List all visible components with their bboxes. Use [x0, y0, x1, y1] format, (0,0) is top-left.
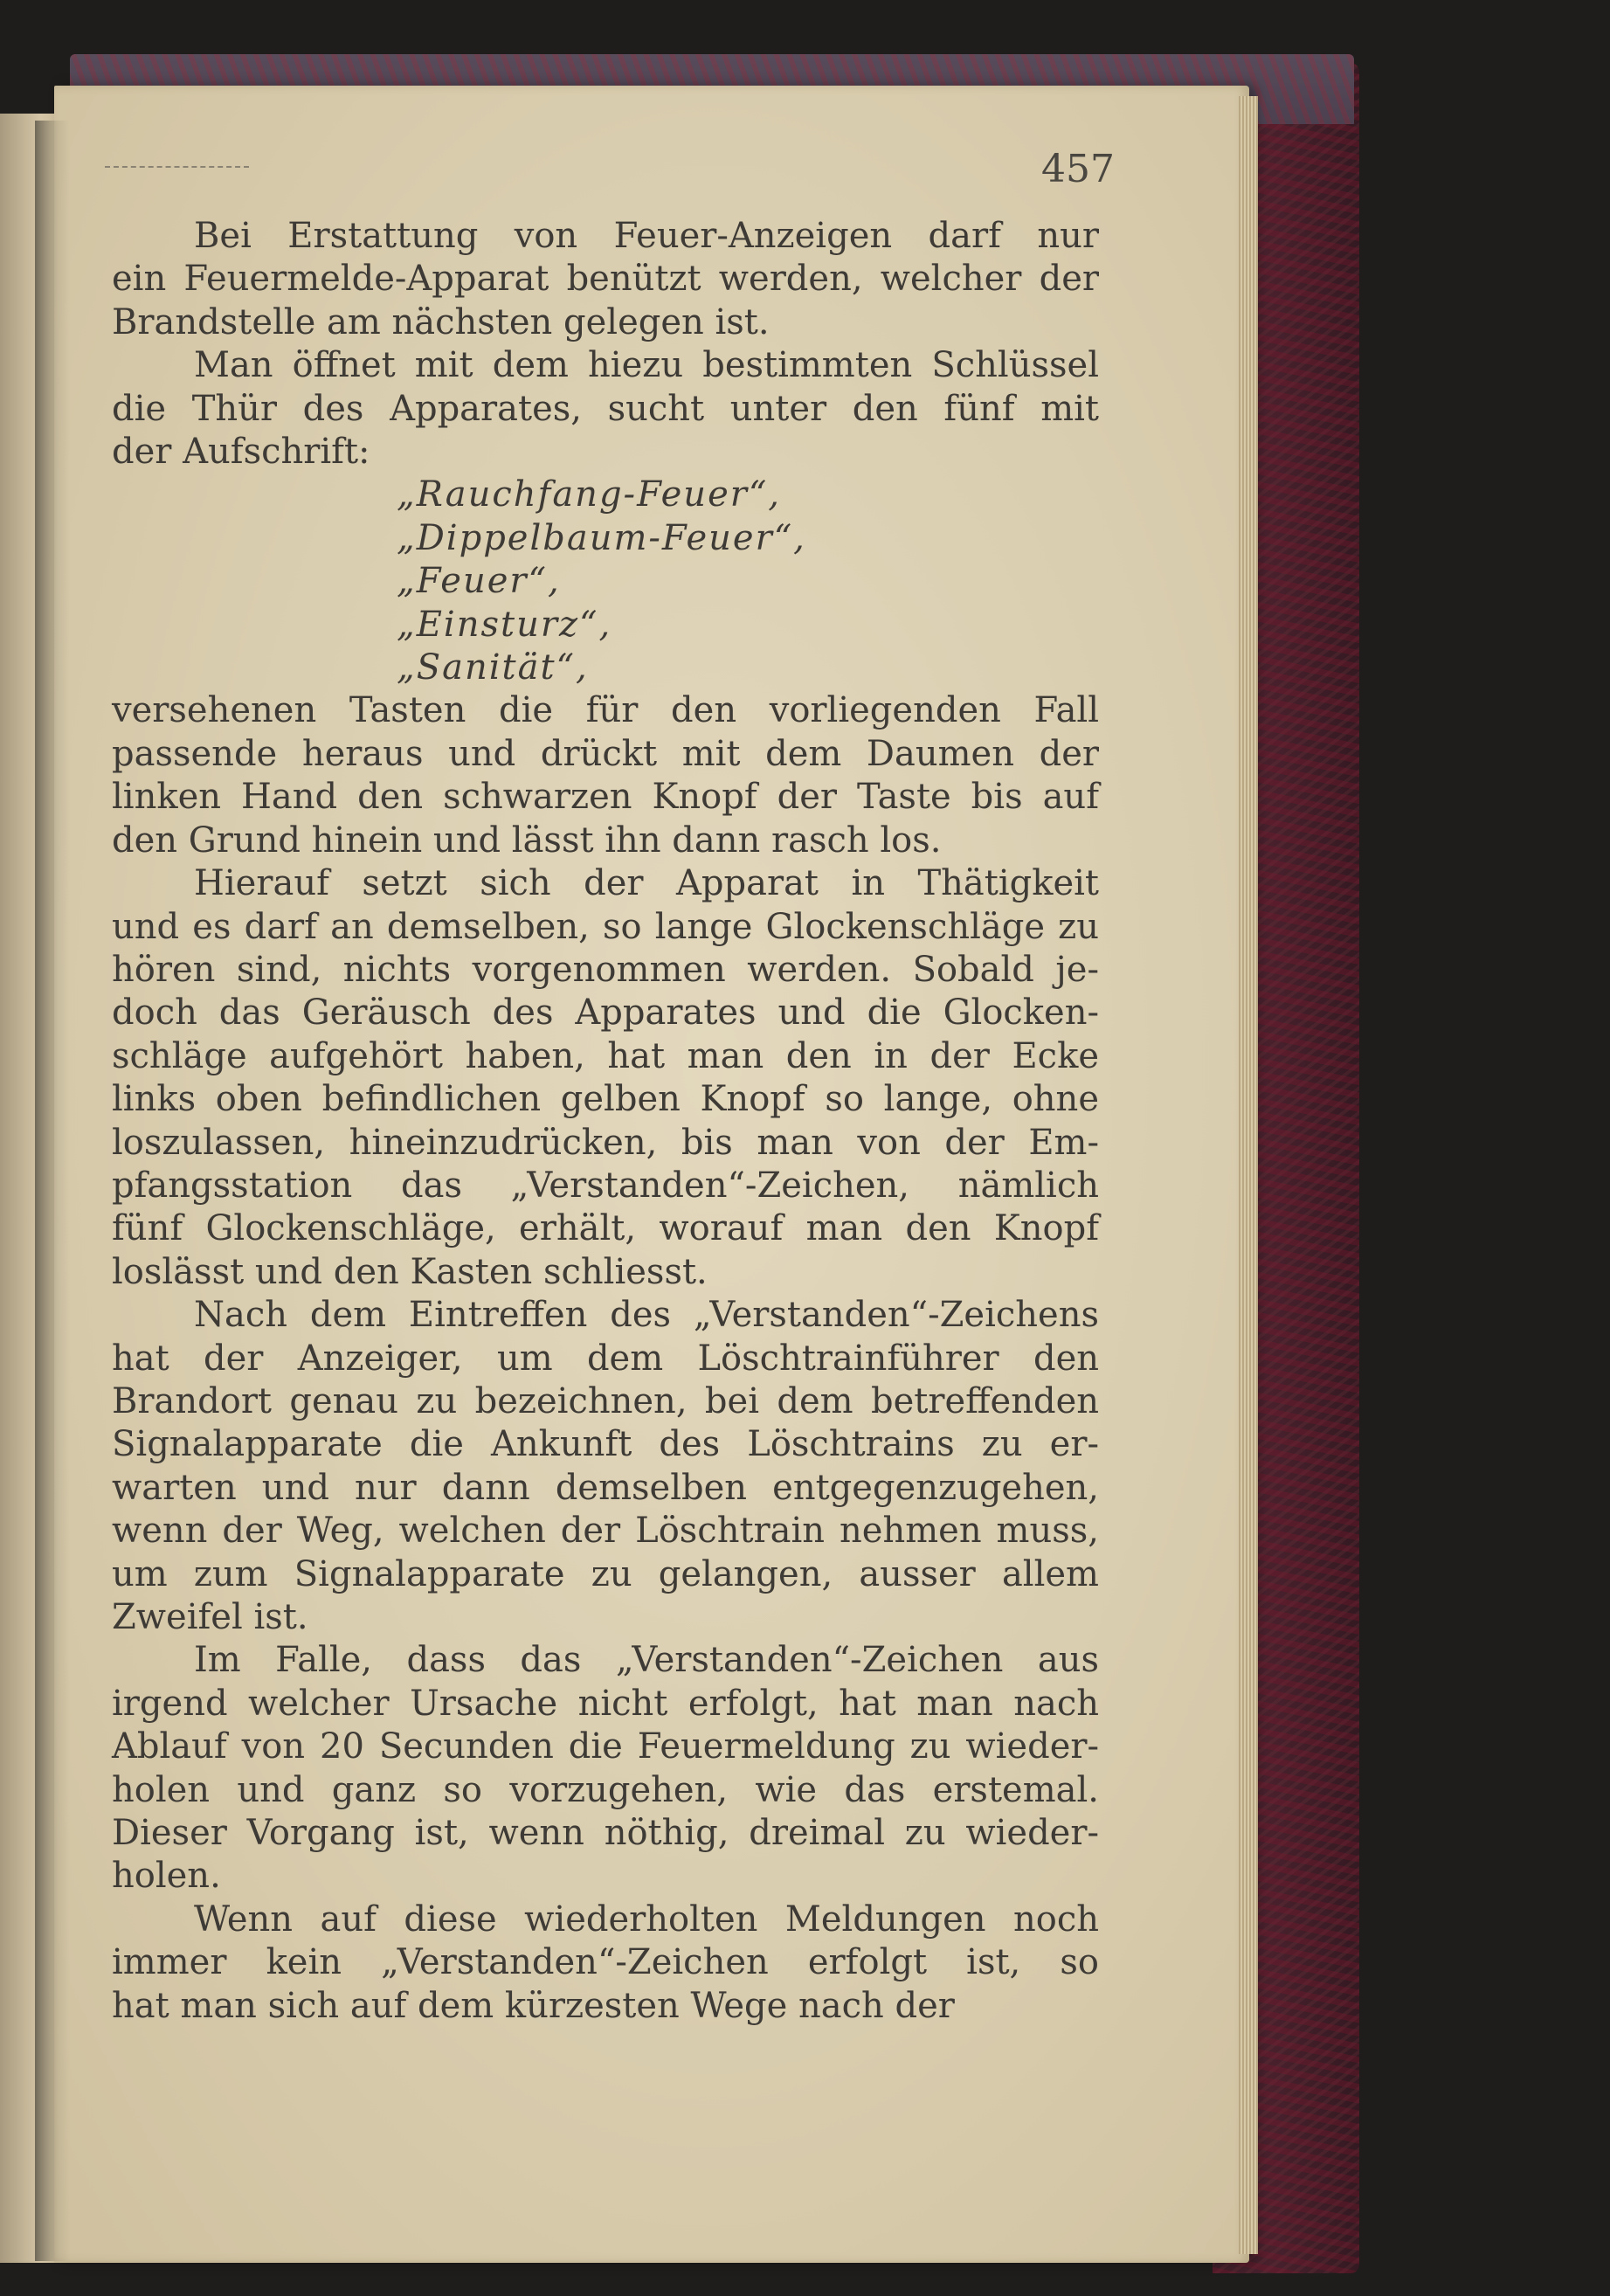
text-line: hören sind, nichts vorgenommen werden. Sobald je- [112, 949, 1099, 990]
paragraph [112, 1294, 1099, 1639]
text-line: holen. [112, 1856, 221, 1897]
text-line: Man öffnet mit dem hiezu bestimmten Schlüssel [194, 345, 1099, 386]
text-line: hat man sich auf dem kürzesten Wege nach der [112, 1985, 955, 2026]
text-line: Signalapparate die Ankunft des Löschtrains zu er- [112, 1424, 1099, 1465]
text-line: die Thür des Apparates, sucht unter den fünf mit [112, 388, 1099, 429]
paragraph [112, 344, 1099, 474]
text-line: schläge aufgehört haben, hat man den in der Ecke [112, 1035, 1099, 1076]
text-line: Zweifel ist. [112, 1597, 308, 1637]
text-line: hat der Anzeiger, um dem Löschtrainführer den [112, 1338, 1099, 1379]
text-line: um zum Signalapparate zu gelangen, ausser allem [112, 1553, 1099, 1594]
text-line: den Grund hinein und lässt ihn dann rasch los. [112, 820, 942, 861]
text-line: passende heraus und drückt mit dem Daumen der [112, 733, 1099, 774]
text-line: Dieser Vorgang ist, wenn nöthig, dreimal zu wieder- [112, 1813, 1099, 1854]
button-label-item: „Feuer“, [397, 561, 561, 602]
paragraph [112, 689, 1099, 862]
text-line: ein Feuermelde-Apparat benützt werden, welcher der [112, 259, 1099, 300]
text-line: irgend welcher Ursache nicht erfolgt, hat man nach [112, 1683, 1099, 1724]
text-line: warten und nur dann demselben entgegenzugehen, [112, 1467, 1099, 1508]
page-number: 457 [1041, 147, 1115, 191]
text-line: Im Falle, dass das „Verstanden“-Zeichen aus [194, 1640, 1099, 1681]
text-line: Bei Erstattung von Feuer-Anzeigen darf nur [194, 216, 1099, 256]
paragraph [112, 862, 1099, 1294]
button-label-item: „Rauchfang-Feuer“, [397, 474, 782, 515]
text-line: Brandstelle am nächsten gelegen ist. [112, 301, 770, 342]
text-line: wenn der Weg, welchen der Löschtrain nehmen muss, [112, 1511, 1099, 1552]
text-line: und es darf an demselben, so lange Glockenschläge zu [112, 906, 1099, 947]
button-label-list [112, 474, 1099, 689]
text-line: fünf Glockenschläge, erhält, worauf man den Knopf [112, 1208, 1099, 1249]
paragraphs-after-list [112, 689, 1099, 2028]
book-gutter-shadow [35, 121, 70, 2261]
paragraph [112, 1639, 1099, 1898]
paragraphs-before-list [112, 215, 1099, 474]
text-line: Wenn auf diese wiederholten Meldungen noch [194, 1898, 1099, 1940]
button-label-item: „Sanität“, [397, 647, 589, 688]
text-line: Brandort genau zu bezeichnen, bei dem betreffenden [112, 1380, 1099, 1421]
page-text [112, 215, 1099, 2028]
text-line: Nach dem Eintreffen des „Verstanden“-Zeichens [194, 1295, 1099, 1336]
page-fore-edge [1239, 96, 1258, 2254]
text-line: pfangsstation das „Verstanden“-Zeichen, nämlich [112, 1165, 1099, 1206]
text-line: loslässt und den Kasten schliesst. [112, 1251, 708, 1292]
text-line: Ablauf von 20 Secunden die Feuermeldung zu wieder- [112, 1726, 1099, 1767]
text-line: Hierauf setzt sich der Apparat in Thätigkeit [194, 863, 1099, 904]
text-line: versehenen Tasten die für den vorliegenden Fall [112, 690, 1099, 731]
text-line: holen und ganz so vorzugehen, wie das erstemal. [112, 1769, 1099, 1810]
text-line: linken Hand den schwarzen Knopf der Taste bis auf [112, 777, 1099, 818]
paragraph [112, 215, 1099, 344]
text-line: der Aufschrift: [112, 432, 370, 473]
button-label-item: „Einsturz“, [397, 604, 612, 645]
text-line: links oben befindlichen gelben Knopf so lange, ohne [112, 1079, 1099, 1120]
text-line: loszulassen, hineinzudrücken, bis man von der Em- [112, 1122, 1099, 1163]
text-line: immer kein „Verstanden“-Zeichen erfolgt ist, so [112, 1942, 1099, 1983]
text-line: doch das Geräusch des Apparates und die Glocken- [112, 992, 1099, 1034]
button-label-item: „Dippelbaum-Feuer“, [397, 517, 806, 558]
paragraph [112, 1898, 1099, 2028]
header-rule [105, 166, 249, 168]
